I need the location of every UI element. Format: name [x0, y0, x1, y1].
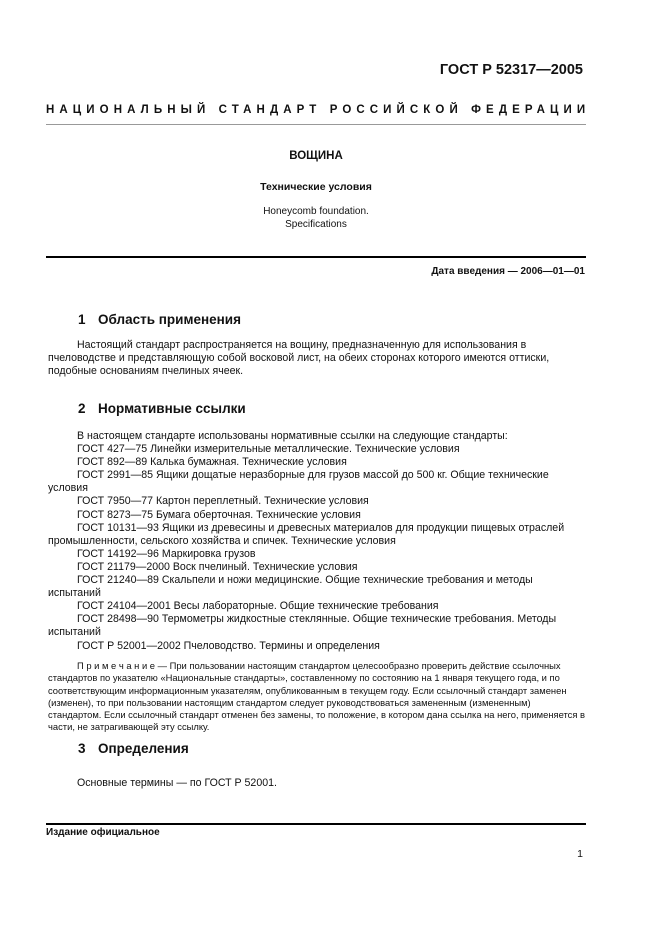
section-title: Область применения	[98, 312, 241, 327]
note-text: П р и м е ч а н и е — При пользовании настоящим стандартом целесообразно проверить действие ссылочных стандартов по указателю «Национальные стандарты», составленному по состоянию на 1 января текущего года, и по соответствующим информационным указателям, опубликованным в текущем году. Если ссылочный стандарт заменен (изменен), то при пользовании настоящим стандартом следует руководствоваться замененным (измененным) стандартом. Если ссылочный стандарт отменен без замены, то положение, в котором дана ссылка на него, применяется в части, не затрагивающей эту ссылку.	[48, 660, 586, 733]
english-title: Honeycomb foundation.	[263, 206, 369, 217]
page-number: 1	[577, 848, 583, 860]
reference-item: ГОСТ 8273—75 Бумага оберточная. Технические условия	[77, 508, 361, 521]
section-title: Нормативные ссылки	[98, 401, 246, 416]
section-title: Определения	[98, 741, 189, 756]
reference-item: ГОСТ 892—89 Калька бумажная. Технические условия	[77, 456, 347, 469]
footer-divider	[46, 823, 586, 825]
reference-item: ГОСТ 14192—96 Маркировка грузов	[77, 547, 256, 560]
reference-item: ГОСТ 427—75 Линейки измерительные металлические. Технические условия	[77, 443, 460, 456]
reference-item: ГОСТ 2991—85 Ящики дощатые неразборные для грузов массой до 500 кг. Общие технические условия	[48, 469, 549, 495]
reference-item: ГОСТ 24104—2001 Весы лабораторные. Общие технические требования	[77, 600, 439, 613]
paragraph: В настоящем стандарте использованы нормативные ссылки на следующие стандарты:	[77, 430, 508, 442]
header-divider	[46, 124, 586, 125]
reference-item: ГОСТ 10131—93 Ящики из древесины и древесных материалов для продукции пищевых отраслей промышленности, сельского хозяйства и спичек. Технические условия	[48, 521, 565, 547]
title-divider	[46, 256, 586, 258]
section-1-heading	[78, 312, 241, 327]
section-2-body	[48, 430, 586, 653]
section-2-heading	[78, 401, 246, 416]
english-subtitle: Specifications	[285, 219, 347, 230]
document-title: ВОЩИНА	[289, 150, 343, 162]
section-number: 3	[78, 741, 86, 756]
section-3-body	[48, 777, 586, 790]
national-standard-banner: НАЦИОНАЛЬНЫЙ СТАНДАРТ РОССИЙСКОЙ ФЕДЕРАЦИИ	[46, 104, 591, 116]
section-3-heading	[78, 741, 189, 756]
section-number: 1	[78, 312, 86, 327]
document-id: ГОСТ Р 52317—2005	[439, 62, 583, 78]
paragraph: Настоящий стандарт распространяется на вощину, предназначенную для использования в пчеловодстве и представляющую собой восковой лист, на обеих сторонах которого имеются оттиски, подобные основаниям пчелиных ячеек.	[48, 339, 550, 378]
section-number: 2	[78, 401, 86, 416]
note-block	[48, 660, 586, 734]
paragraph: Основные термины — по ГОСТ Р 52001.	[77, 777, 277, 789]
section-1-body	[48, 339, 586, 378]
reference-item: ГОСТ 28498—90 Термометры жидкостные стеклянные. Общие технические требования. Методы испытаний	[48, 613, 557, 639]
document-subtitle: Технические условия	[260, 181, 372, 193]
edition-label: Издание официальное	[46, 827, 160, 838]
reference-item: ГОСТ 21240—89 Скальпели и ножи медицинские. Общие технические требования и методы испытаний	[48, 574, 533, 600]
reference-item: ГОСТ 7950—77 Картон переплетный. Технические условия	[77, 495, 369, 508]
introduction-date: Дата введения — 2006—01—01	[431, 266, 585, 277]
reference-item: ГОСТ Р 52001—2002 Пчеловодство. Термины и определения	[77, 639, 380, 652]
reference-item: ГОСТ 21179—2000 Воск пчелиный. Технические условия	[77, 560, 358, 573]
